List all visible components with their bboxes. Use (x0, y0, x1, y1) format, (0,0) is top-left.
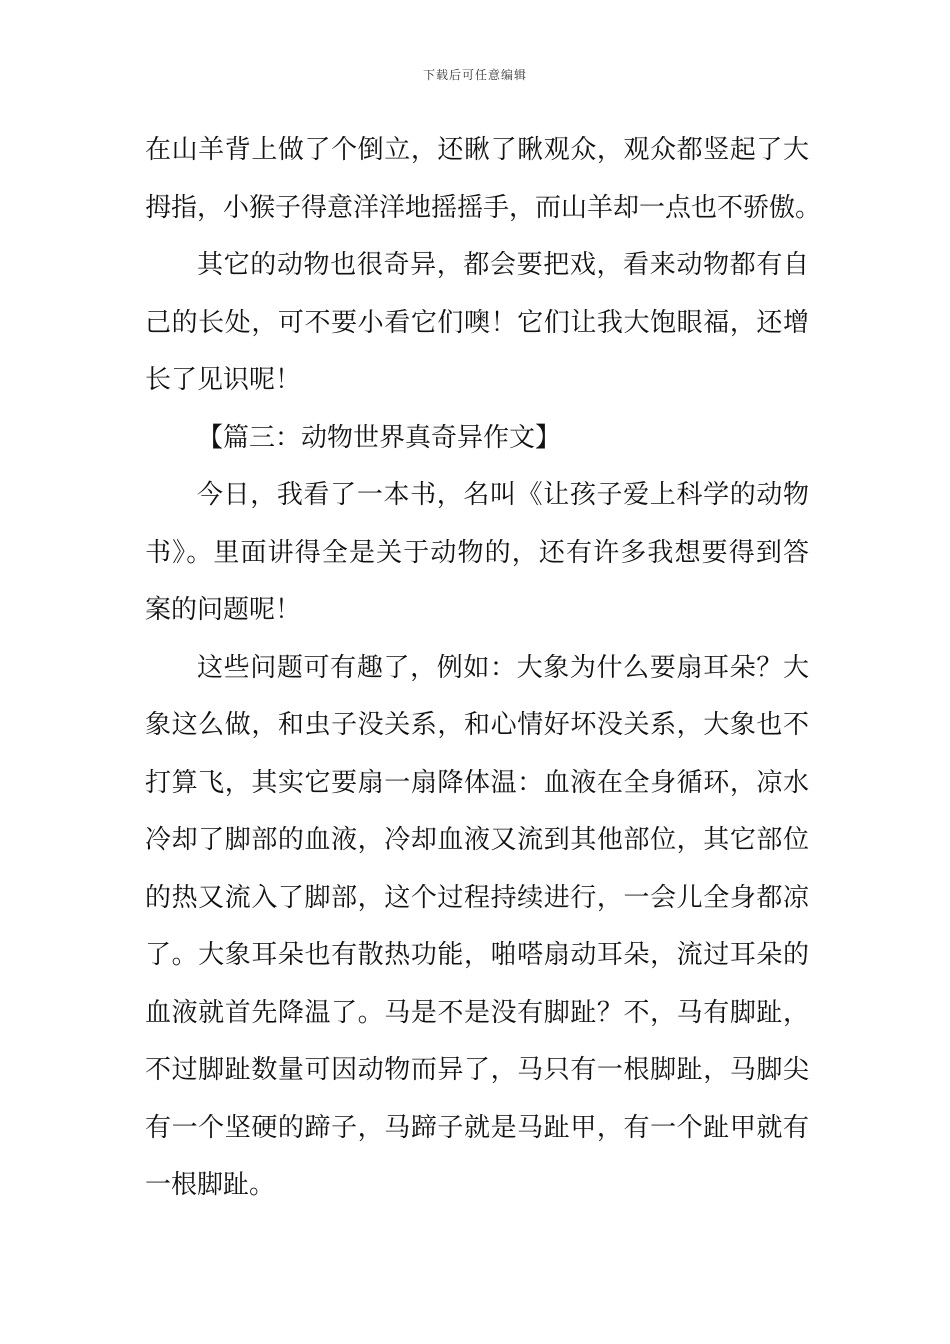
text-line: 冷却了脚部的血液，冷却血液又流到其他部位，其它部位 (145, 825, 809, 855)
text-line: 案的问题呢！ (145, 595, 302, 625)
paragraph-first-line: 这些问题可有趣了，例如：大象为什么要扇耳朵？大 (197, 652, 809, 683)
text-line: 长了见识呢！ (145, 365, 302, 395)
text-line: 不过脚趾数量可因动物而异了，马只有一根脚趾，马脚尖 (145, 1055, 809, 1085)
text-line: 了。大象耳朵也有散热功能，啪嗒扇动耳朵，流过耳朵的 (145, 940, 809, 970)
page-header-note: 下载后可任意编辑 (422, 68, 527, 82)
text-line: 一根脚趾。 (145, 1170, 276, 1200)
text-line: 打算飞，其实它要扇一扇降体温：血液在全身循环，凉水 (145, 767, 809, 798)
text-line: 拇指，小猴子得意洋洋地摇摇手，而山羊却一点也不骄傲。 (145, 192, 822, 223)
text-line: 的热又流入了脚部，这个过程持续进行，一会儿全身都凉 (145, 882, 809, 913)
text-line: 己的长处，可不要小看它们噢！它们让我大饱眼福，还增 (145, 307, 809, 338)
text-line: 书》。里面讲得全是关于动物的，还有许多我想要得到答 (145, 537, 809, 568)
paragraph-first-line: 其它的动物也很奇异，都会要把戏，看来动物都有自 (197, 250, 809, 280)
text-line: 血液就首先降温了。马是不是没有脚趾？不，马有脚趾， (145, 997, 809, 1028)
document-body (145, 122, 822, 1215)
text-line: 有一个坚硬的蹄子，马蹄子就是马趾甲，有一个趾甲就有 (145, 1112, 809, 1143)
text-line: 在山羊背上做了个倒立，还瞅了瞅观众，观众都竖起了大 (145, 135, 809, 165)
section-heading: 【篇三：动物世界真奇异作文】 (197, 422, 562, 453)
paragraph-first-line: 今日，我看了一本书，名叫《让孩子爱上科学的动物 (197, 480, 809, 510)
text-line: 象这么做，和虫子没关系，和心情好坏没关系，大象也不 (145, 710, 809, 740)
